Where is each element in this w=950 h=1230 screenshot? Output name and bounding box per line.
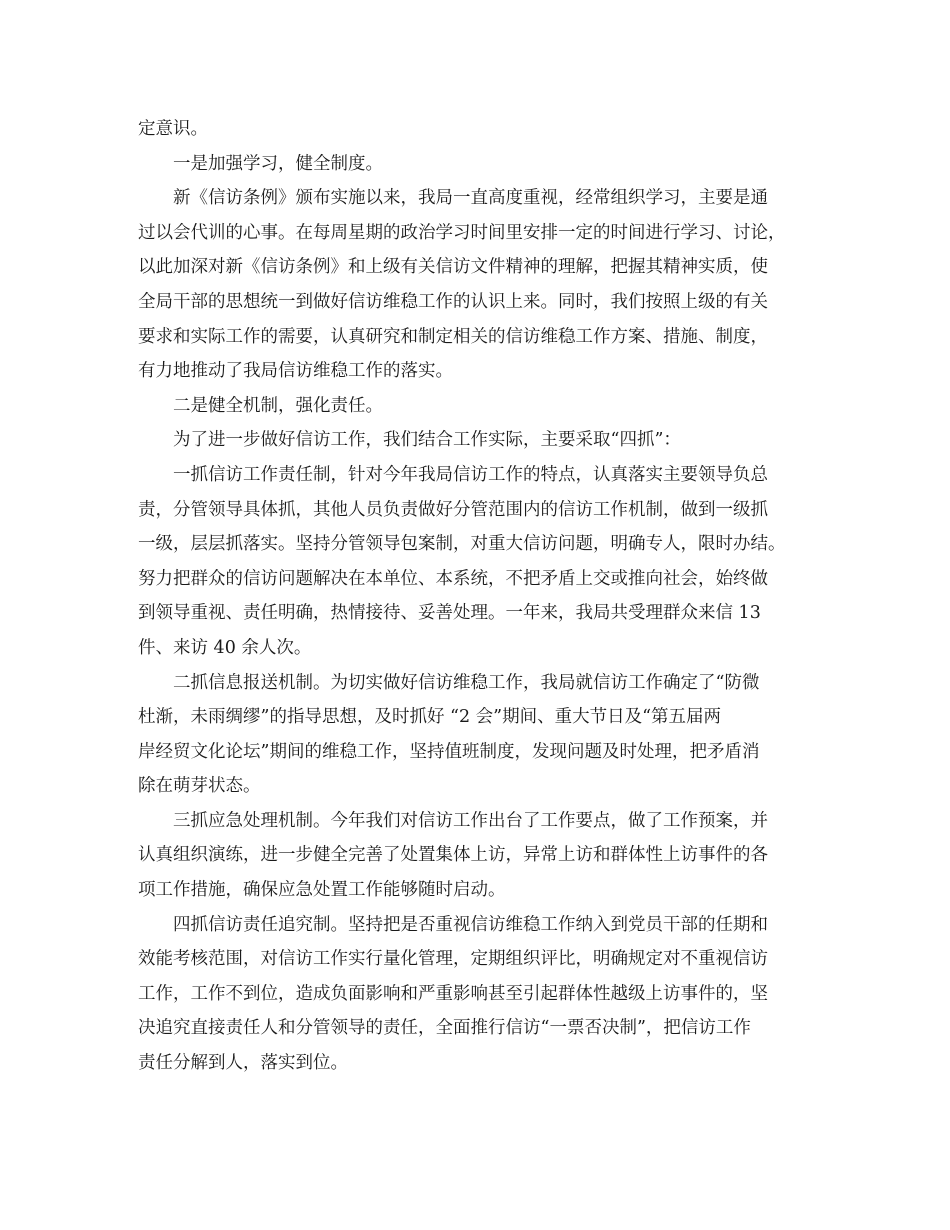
text-line: 认真组织演练，进一步健全完善了处置集体上访，异常上访和群体性上访事件的各: [138, 845, 768, 866]
text-line: 工作，工作不到位，造成负面影响和严重影响甚至引起群体性越级上访事件的，坚: [138, 983, 768, 1004]
text-line: 有力地推动了我局信访维稳工作的落实。: [138, 361, 453, 382]
text-line: 岸经贸文化论坛”期间的维稳工作，坚持值班制度，发现问题及时处理，把矛盾消: [138, 741, 760, 762]
text-line: 四抓信访责任追究制。坚持把是否重视信访维稳工作纳入到党员干部的任期和: [173, 914, 768, 935]
text-line: 责，分管领导具体抓，其他人员负责做好分管范围内的信访工作机制，做到一级抓: [138, 499, 768, 520]
text-line: 责任分解到人，落实到位。: [138, 1053, 348, 1074]
text-line: 为了进一步做好信访工作，我们结合工作实际，主要采取“四抓”：: [173, 430, 681, 451]
text-line: 二是健全机制，强化责任。: [173, 395, 383, 416]
text-line: 要求和实际工作的需要，认真研究和制定相关的信访维稳工作方案、措施、制度，: [138, 326, 768, 347]
text-line: 到领导重视、责任明确，热情接待、妥善处理。一年来，我局共受理群众来信 13: [138, 603, 761, 624]
text-line: 二抓信息报送机制。为切实做好信访维稳工作，我局就信访工作确定了“防微: [173, 672, 760, 693]
text-line: 一级，层层抓落实。坚持分管领导包案制，对重大信访问题，明确专人，限时办结。: [138, 534, 786, 555]
text-line: 项工作措施，确保应急处置工作能够随时启动。: [138, 880, 506, 901]
text-line: 定意识。: [138, 119, 208, 139]
text-line: 一是加强学习，健全制度。: [173, 153, 383, 174]
text-line: 三抓应急处理机制。今年我们对信访工作出台了工作要点，做了工作预案，并: [173, 810, 768, 831]
text-line: 以此加深对新《信访条例》和上级有关信访文件精神的理解，把握其精神实质，使: [138, 257, 768, 278]
text-line: 除在萌芽状态。: [138, 776, 261, 797]
document-body: [138, 112, 822, 1081]
text-line: 努力把群众的信访问题解决在本单位、本系统，不把矛盾上交或推向社会，始终做: [138, 568, 768, 589]
text-line: 一抓信访工作责任制，针对今年我局信访工作的特点，认真落实主要领导负总: [173, 464, 768, 485]
text-line: 效能考核范围，对信访工作实行量化管理，定期组织评比，明确规定对不重视信访: [138, 949, 768, 970]
text-line: 过以会代训的心事。在每周星期的政治学习时间里安排一定的时间进行学习、讨论，: [138, 222, 786, 243]
text-line: 全局干部的思想统一到做好信访维稳工作的认识上来。同时，我们按照上级的有关: [138, 291, 768, 312]
text-line: 决追究直接责任人和分管领导的责任，全面推行信访“一票否决制”，把信访工作: [138, 1018, 751, 1039]
text-line: 新《信访条例》颁布实施以来，我局一直高度重视，经常组织学习，主要是通: [173, 188, 768, 209]
text-line: 件、来访 40 余人次。: [138, 637, 312, 658]
text-line: 杜渐，未雨绸缪”的指导思想，及时抓好 “2 会”期间、重大节日及“第五届两: [138, 707, 722, 728]
